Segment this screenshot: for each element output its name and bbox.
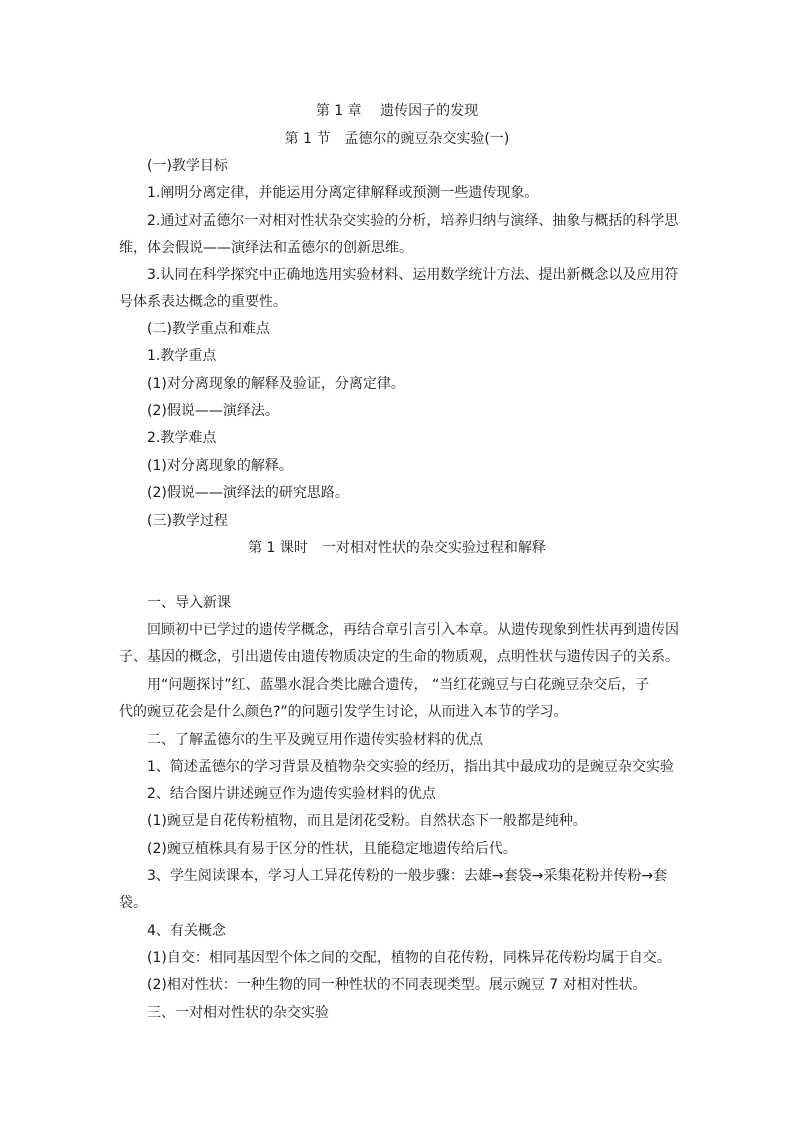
part-3-heading: 三、一对相对性状的杂交实验 bbox=[147, 1005, 329, 1021]
intro-line-2: 子、基因的概念，引出遗传由遗传物质决定的生命的物质观，点明性状与遗传因子的关系。 bbox=[119, 649, 679, 665]
part-2-item-3-line-2: 袋。 bbox=[119, 895, 147, 911]
goal-1: 1.阐明分离定律，并能运用分离定律解释或预测一些遗传现象。 bbox=[147, 185, 539, 201]
goal-2-line-1: 2.通过对孟德尔一对相对性状杂交实验的分析，培养归纳与演绎、抽象与概括的科学思 bbox=[147, 213, 679, 229]
heading-key-points: (二)教学重点和难点 bbox=[147, 321, 270, 337]
part-2-item-1: 1、简述孟德尔的学习背景及植物杂交实验的经历，指出其中最成功的是豌豆杂交实验 bbox=[147, 759, 674, 775]
concept-2: (2)相对性状：一种生物的同一种性状的不同表现类型。展示豌豆 7 对相对性状。 bbox=[147, 977, 647, 993]
intro-line-1: 回顾初中已学过的遗传学概念，再结合章引言引入本章。从遗传现象到性状再到遗传因 bbox=[147, 622, 679, 638]
section-title: 第 1 节 孟德尔的豌豆杂交实验(一) bbox=[284, 131, 510, 147]
difficulty-2: (2)假说——演绎法的研究思路。 bbox=[147, 485, 349, 501]
goal-3-line-2: 号体系表达概念的重要性。 bbox=[119, 294, 287, 310]
key-point-2: (2)假说——演绎法。 bbox=[147, 403, 279, 419]
question-line-2: 代的豌豆花会是什么颜色?”的问题引发学生讨论，从而进入本节的学习。 bbox=[119, 704, 568, 720]
key-points-heading: 1.教学重点 bbox=[147, 348, 217, 364]
lesson-title: 第 1 课时 一对相对性状的杂交实验过程和解释 bbox=[248, 540, 546, 556]
part-1-heading: 一、导入新课 bbox=[147, 595, 231, 611]
key-point-1: (1)对分离现象的解释及验证，分离定律。 bbox=[147, 376, 405, 392]
question-line-1: 用“问题探讨”红、蓝墨水混合类比融合遗传， “当红花豌豆与白花豌豆杂交后，子 bbox=[147, 677, 650, 693]
difficulty-1: (1)对分离现象的解释。 bbox=[147, 458, 293, 474]
part-2-sub-1: (1)豌豆是自花传粉植物，而且是闭花受粉。自然状态下一般都是纯种。 bbox=[147, 813, 587, 829]
goal-3-line-1: 3.认同在科学探究中正确地选用实验材料、运用数学统计方法、提出新概念以及应用符 bbox=[147, 267, 679, 283]
heading-teaching-process: (三)教学过程 bbox=[147, 513, 228, 529]
part-2-item-2: 2、结合图片讲述豌豆作为遗传实验材料的优点 bbox=[147, 786, 436, 802]
heading-teaching-goals: (一)教学目标 bbox=[147, 158, 228, 174]
chapter-title: 第 1 章 遗传因子的发现 bbox=[315, 103, 479, 119]
concept-1: (1)自交：相同基因型个体之间的交配，植物的自花传粉，同株异花传粉均属于自交。 bbox=[147, 950, 671, 966]
part-2-sub-2: (2)豌豆植株具有易于区分的性状，且能稳定地遗传给后代。 bbox=[147, 841, 517, 857]
part-2-heading: 二、了解孟德尔的生平及豌豆用作遗传实验材料的优点 bbox=[147, 732, 483, 748]
part-2-item-4: 4、有关概念 bbox=[147, 923, 226, 939]
part-2-item-3-line-1: 3、学生阅读课本，学习人工异花传粉的一般步骤：去雄→套袋→采集花粉并传粉→套 bbox=[147, 868, 668, 884]
difficulty-heading: 2.教学难点 bbox=[147, 430, 217, 446]
goal-2-line-2: 维，体会假说——演绎法和孟德尔的创新思维。 bbox=[119, 240, 413, 256]
